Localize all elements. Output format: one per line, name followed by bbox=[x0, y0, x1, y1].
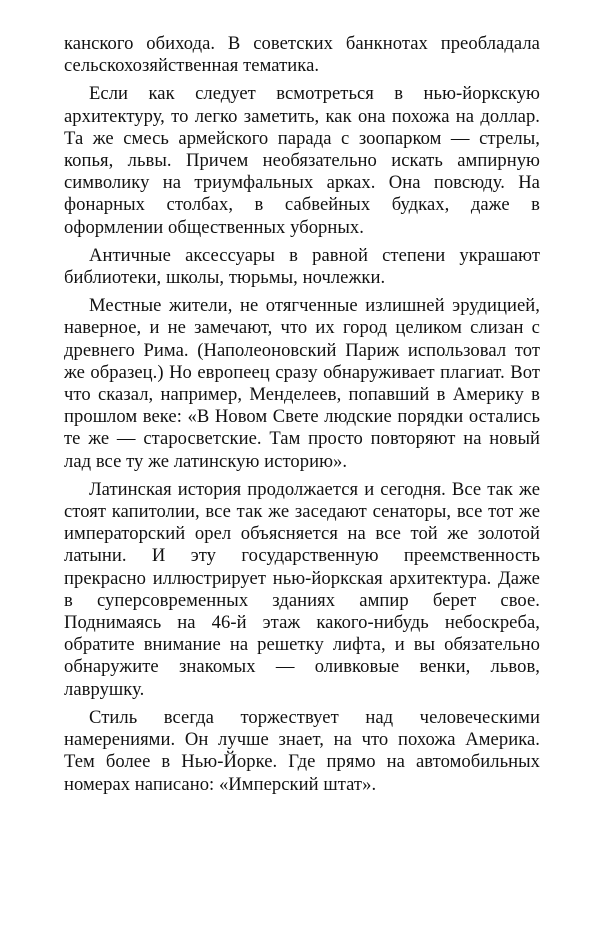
paragraph-2: Если как следует всмотреться в нью-йоркскую архитектуру, то легко заметить, как она похожа на доллар. Та же смесь армейского парада с зоопарком — стрелы, копья, львы. Причем необязательно искать ампирную символику на триумфальных арках. Она повсюду. На фонарных столбах, в сабвейных будках, даже в оформлении общественных уборных. bbox=[64, 83, 540, 238]
paragraph-3: Античные аксессуары в равной степени украшают библиотеки, школы, тюрьмы, ночлежки. bbox=[64, 244, 540, 289]
page-text bbox=[64, 33, 540, 802]
paragraph-4: Местные жители, не отягченные излишней эрудицией, наверное, и не замечают, что их город целиком слизан с древнего Рима. (Наполеоновский Париж использовал тот же образец.) Но европеец сразу обнаруживает плагиат. Вот что сказал, например, Менделеев, попавший в Америку в прошлом веке: «В Новом Свете людские порядки остались те же — старосветские. Там просто повторяют на новый лад все ту же латинскую историю». bbox=[64, 295, 540, 472]
paragraph-1: канского обихода. В советских банкнотах преобладала сельскохозяйственная тематика. bbox=[64, 33, 540, 77]
paragraph-5: Латинская история продолжается и сегодня. Все так же стоят капитолии, все так же заседают сенаторы, все тот же императорский орел объясняется на все той же золотой латыни. И эту государственную преемственность прекрасно иллюстрирует нью-йоркская архитектура. Даже в суперсовременных зданиях ампир берет свое. Поднимаясь на 46-й этаж какого-нибудь небоскреба, обратите внимание на решетку лифта, и вы обязательно обнаружите знакомых — оливковые венки, львов, лаврушку. bbox=[64, 478, 540, 700]
paragraph-6: Стиль всегда торжествует над человеческими намерениями. Он лучше знает, на что похожа Америка. Тем более в Нью-Йорке. Где прямо на автомобильных номерах написано: «Имперский штат». bbox=[64, 706, 540, 795]
